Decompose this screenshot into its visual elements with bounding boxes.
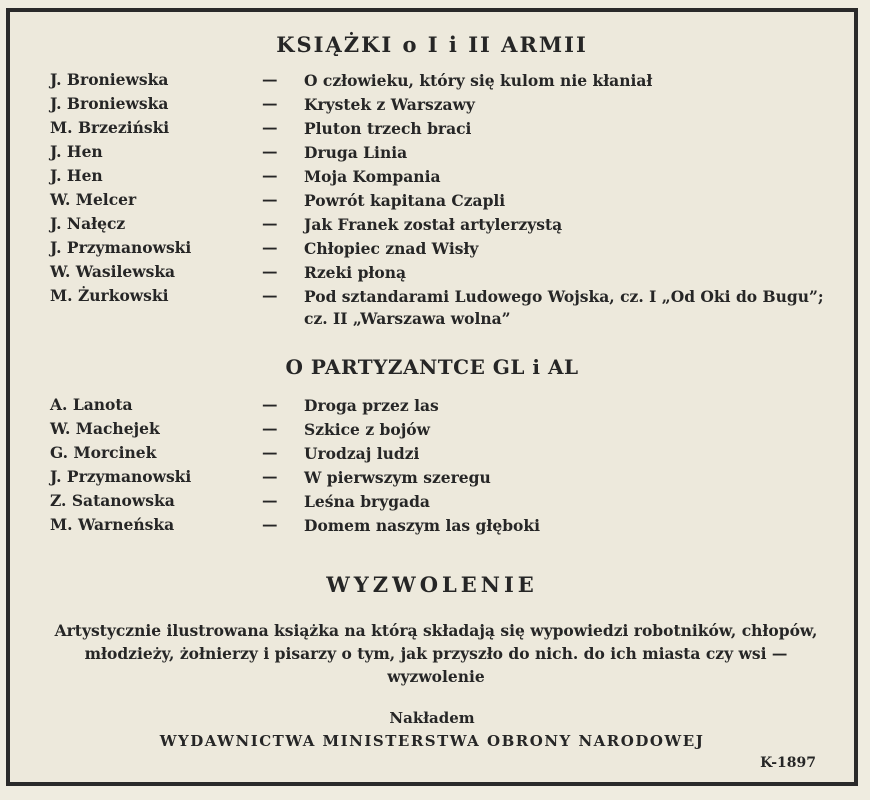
book-row bbox=[10, 214, 854, 238]
section-title-liberation: WYZWOLENIE bbox=[326, 572, 538, 597]
book-row bbox=[10, 515, 854, 539]
book-title: Urodzaj ludzi bbox=[304, 444, 420, 463]
book-author: A. Lanota bbox=[50, 395, 133, 414]
book-row bbox=[10, 286, 854, 328]
book-title: Droga przez las bbox=[304, 396, 439, 415]
book-author: J. Broniewska bbox=[50, 70, 169, 89]
liberation-description: Artystycznie ilustrowana książka na którą składają się wypowiedzi robotników, chłopów, młodzieży, żołnierzy i pisarzy o tym, jak przyszło do nich. do ich miasta czy wsi — wyzwolenie bbox=[54, 621, 818, 686]
book-author: M. Brzeziński bbox=[50, 118, 170, 137]
book-row bbox=[10, 118, 854, 142]
book-title: O człowieku, który się kulom nie kłaniał bbox=[304, 71, 653, 90]
book-title: Pluton trzech braci bbox=[304, 119, 472, 138]
book-author: W. Wasilewska bbox=[50, 262, 176, 281]
book-author: W. Machejek bbox=[50, 419, 160, 438]
book-title: Powrót kapitana Czapli bbox=[304, 191, 506, 210]
advertisement-frame bbox=[6, 8, 858, 786]
dash-separator: — bbox=[262, 118, 278, 137]
book-author: Z. Satanowska bbox=[50, 491, 175, 510]
book-author: J. Przymanowski bbox=[50, 238, 192, 257]
book-row bbox=[10, 70, 854, 94]
book-author: M. Warneńska bbox=[50, 515, 175, 534]
book-title: Leśna brygada bbox=[304, 492, 430, 511]
dash-separator: — bbox=[262, 94, 278, 113]
book-author: W. Melcer bbox=[50, 190, 137, 209]
dash-separator: — bbox=[262, 419, 278, 438]
book-author: M. Żurkowski bbox=[50, 286, 169, 305]
dash-separator: — bbox=[262, 190, 278, 209]
book-row bbox=[10, 443, 854, 467]
book-title: Szkice z bojów bbox=[304, 420, 430, 439]
dash-separator: — bbox=[262, 515, 278, 534]
book-title: Domem naszym las głęboki bbox=[304, 516, 541, 535]
book-title: W pierwszym szeregu bbox=[304, 468, 491, 487]
book-row bbox=[10, 166, 854, 190]
book-row bbox=[10, 142, 854, 166]
dash-separator: — bbox=[262, 70, 278, 89]
section-title-partisans: O PARTYZANTCE GL i AL bbox=[285, 355, 579, 379]
book-author: J. Przymanowski bbox=[50, 467, 192, 486]
book-row bbox=[10, 491, 854, 515]
book-author: G. Morcinek bbox=[50, 443, 157, 462]
book-row bbox=[10, 190, 854, 214]
dash-separator: — bbox=[262, 262, 278, 281]
publisher-label: Nakładem bbox=[389, 709, 475, 727]
book-title: Druga Linia bbox=[304, 143, 408, 162]
dash-separator: — bbox=[262, 491, 278, 510]
dash-separator: — bbox=[262, 142, 278, 161]
section-title-armies: KSIĄŻKI o I i II ARMII bbox=[276, 32, 588, 57]
publisher-name: WYDAWNICTWA MINISTERSTWA OBRONY NARODOWEJ bbox=[159, 732, 705, 750]
dash-separator: — bbox=[262, 166, 278, 185]
dash-separator: — bbox=[262, 214, 278, 233]
book-row bbox=[10, 467, 854, 491]
book-author: J. Nałęcz bbox=[50, 214, 126, 233]
book-title: Krystek z Warszawy bbox=[304, 95, 475, 114]
book-title: Pod sztandarami Ludowego Wojska, cz. I „Od Oki do Bugu”; cz. II „Warszawa wolna” bbox=[304, 287, 824, 328]
dash-separator: — bbox=[262, 286, 278, 305]
book-row bbox=[10, 94, 854, 118]
book-row bbox=[10, 238, 854, 262]
book-author: J. Hen bbox=[50, 142, 103, 161]
book-author: J. Hen bbox=[50, 166, 103, 185]
dash-separator: — bbox=[262, 395, 278, 414]
dash-separator: — bbox=[262, 467, 278, 486]
book-author: J. Broniewska bbox=[50, 94, 169, 113]
book-row bbox=[10, 395, 854, 419]
book-title: Chłopiec znad Wisły bbox=[304, 239, 479, 258]
book-title: Rzeki płoną bbox=[304, 263, 407, 282]
book-title: Moja Kompania bbox=[304, 167, 441, 186]
book-row bbox=[10, 262, 854, 286]
catalog-code: K-1897 bbox=[760, 755, 816, 771]
dash-separator: — bbox=[262, 443, 278, 462]
book-title: Jak Franek został artylerzystą bbox=[304, 215, 563, 234]
dash-separator: — bbox=[262, 238, 278, 257]
book-row bbox=[10, 419, 854, 443]
